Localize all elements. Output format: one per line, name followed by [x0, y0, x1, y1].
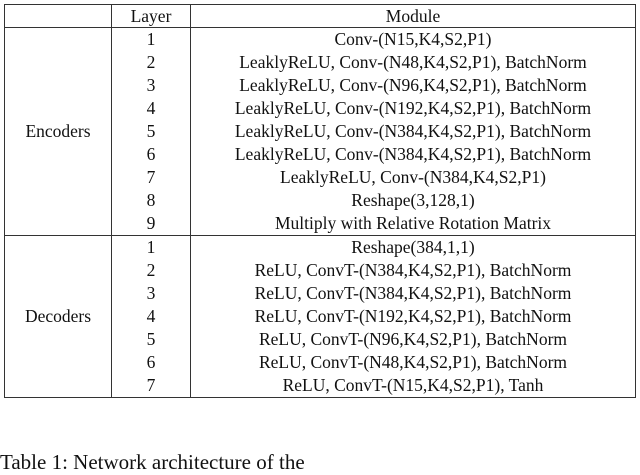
module-cell: ReLU, ConvT-(N48,K4,S2,P1), BatchNorm — [191, 351, 636, 374]
architecture-table — [4, 4, 636, 398]
layer-cell: 1 — [112, 236, 191, 260]
group-label: Decoders — [5, 236, 112, 398]
layer-cell: 7 — [112, 166, 191, 189]
table-body — [5, 28, 636, 398]
layer-cell: 5 — [112, 328, 191, 351]
module-cell: ReLU, ConvT-(N384,K4,S2,P1), BatchNorm — [191, 259, 636, 282]
group-label: Encoders — [5, 28, 112, 236]
layer-cell: 8 — [112, 189, 191, 212]
header-row — [5, 5, 636, 28]
table-row — [5, 28, 636, 52]
layer-cell: 6 — [112, 351, 191, 374]
table-caption: Table 1: Network architecture of the — [0, 450, 305, 474]
layer-cell: 6 — [112, 143, 191, 166]
module-cell: Reshape(384,1,1) — [191, 236, 636, 260]
layer-cell: 5 — [112, 120, 191, 143]
layer-cell: 2 — [112, 259, 191, 282]
module-cell: ReLU, ConvT-(N96,K4,S2,P1), BatchNorm — [191, 328, 636, 351]
layer-cell: 4 — [112, 97, 191, 120]
layer-cell: 3 — [112, 74, 191, 97]
layer-cell: 4 — [112, 305, 191, 328]
table-row — [5, 236, 636, 260]
layer-cell: 9 — [112, 212, 191, 236]
module-cell: ReLU, ConvT-(N15,K4,S2,P1), Tanh — [191, 374, 636, 398]
module-cell: LeaklyReLU, Conv-(N48,K4,S2,P1), BatchNorm — [191, 51, 636, 74]
module-cell: LeaklyReLU, Conv-(N384,K4,S2,P1) — [191, 166, 636, 189]
header-module: Module — [191, 5, 636, 28]
layer-cell: 2 — [112, 51, 191, 74]
layer-cell: 3 — [112, 282, 191, 305]
layer-cell: 7 — [112, 374, 191, 398]
module-cell: Multiply with Relative Rotation Matrix — [191, 212, 636, 236]
header-layer: Layer — [112, 5, 191, 28]
module-cell: LeaklyReLU, Conv-(N384,K4,S2,P1), BatchNorm — [191, 120, 636, 143]
module-cell: Conv-(N15,K4,S2,P1) — [191, 28, 636, 52]
module-cell: ReLU, ConvT-(N384,K4,S2,P1), BatchNorm — [191, 282, 636, 305]
header-group — [5, 5, 112, 28]
module-cell: LeaklyReLU, Conv-(N96,K4,S2,P1), BatchNorm — [191, 74, 636, 97]
module-cell: ReLU, ConvT-(N192,K4,S2,P1), BatchNorm — [191, 305, 636, 328]
module-cell: Reshape(3,128,1) — [191, 189, 636, 212]
layer-cell: 1 — [112, 28, 191, 52]
module-cell: LeaklyReLU, Conv-(N384,K4,S2,P1), BatchNorm — [191, 143, 636, 166]
module-cell: LeaklyReLU, Conv-(N192,K4,S2,P1), BatchNorm — [191, 97, 636, 120]
